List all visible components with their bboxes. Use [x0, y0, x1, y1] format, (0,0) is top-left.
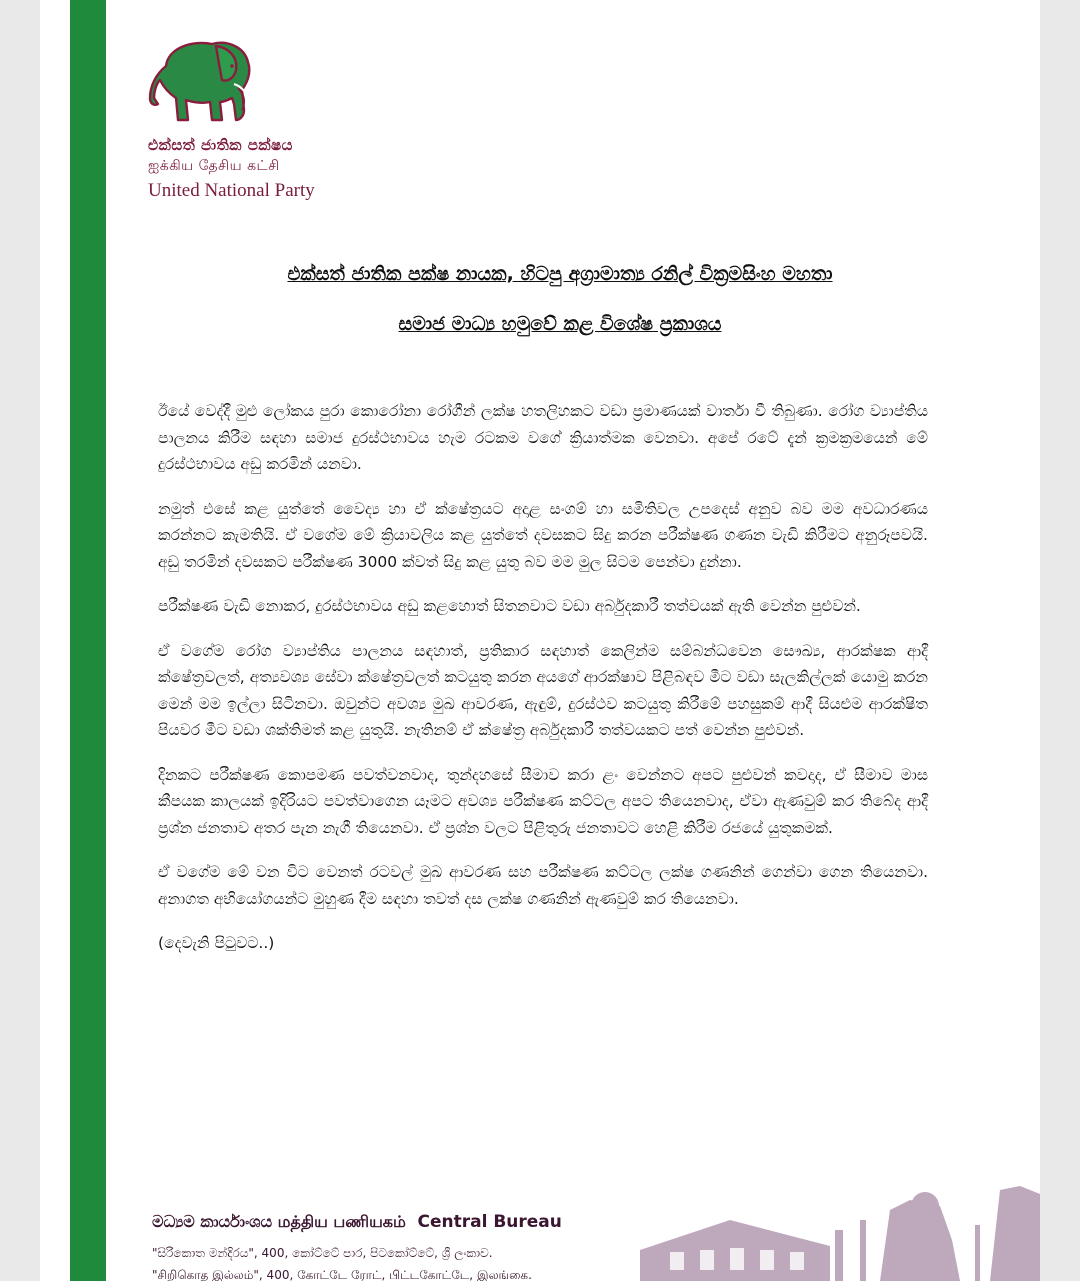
building-illustration [580, 1180, 1040, 1281]
paragraph-5: දිනකට පරීක්ෂණ කොපමණ පවත්වනවාද, තුන්දහසේ සීමාව කරා ළං වෙන්නට අපට පුළුවන් කවදාද, ඒ සීමාව මාස කීපයක කාලයක් ඉදිරියට පවත්වාගෙන යෑමට අවශ්‍ය පරීක්ෂණ කට්ටල අපට තියෙනවාද, ඒවා ඇණවුම් කර තිබේද ආදී ප්‍රශ්න ජනතාව අතර පැන නැගී තියෙනවා. ඒ ප්‍රශ්න වලට පිළිතුරු ජනතාවට හෙළි කිරීම රජයේ යුතුකමක්. [158, 765, 928, 837]
continued-note: (දෙවැනි පිටුවට..) [158, 934, 275, 952]
logo-english-name: United National Party [148, 180, 315, 201]
paragraph-2: නමුත් එසේ කළ යුත්තේ වෛද්‍ය හා ඒ ක්ෂේත්‍රයට අදාළ සංගම් හා සමිතිවල උපදෙස් අනුව බව මම අවධාරණය කරන්නට කැමතියි. ඒ වගේම මේ ක්‍රියාවලිය කළ යුත්තේ දවසකට සිදු කරන පරීක්ෂණ ගණන වැඩි කිරීමට අනුරූපවයි. අඩු තරමින් දවසකට පරීක්ෂණ 3000 ක්වත් සිදු කළ යුතු බව මම මුල සිටම පෙන්වා දුන්නා. [158, 499, 928, 571]
headline-line-2: සමාජ මාධ්‍ය හමුවේ කළ විශේෂ ප්‍රකාශය [398, 313, 722, 335]
footer-address-sinhala: "සිරිකොත මන්දිරය", 400, කෝට්ටේ පාර, පිටකෝට්ටේ, ශ්‍රී ලංකාව. [152, 1246, 493, 1260]
footer-office-title [152, 1212, 562, 1233]
party-logo [148, 36, 388, 202]
logo-sinhala-name: එක්සත් ජාතික පක්ෂය [148, 136, 293, 154]
paragraph-6: ඒ වගේම මේ වන විට වෙනත් රටවල් මුඛ ආවරණ සහ පරීක්ෂණ කට්ටල ලක්ෂ ගණනින් ගෙන්වා ගෙන තියෙනවා. අනාගත අභියෝගයන්ට මුහුණ දීම සඳහා තවත් දස ලක්ෂ ගණනින් ඇණවුම් කර තියෙනවා. [158, 863, 928, 908]
footer-sinhala: මධ්‍යම කාර්යාංශය [152, 1212, 273, 1231]
elephant-icon [148, 36, 260, 126]
letterhead-footer [40, 1180, 1040, 1281]
footer-english: Central Bureau [417, 1212, 562, 1232]
paragraph-4: ඒ වගේම රෝග ව්‍යාප්තිය පාලනය සඳහාත්, ප්‍රතිකාර සඳහාත් කෙලින්ම සම්බන්ධවෙන සෞඛ්‍ය, ආරක්ෂක ආදී ක්ෂේත්‍රවලත්, අත්‍යවශ්‍ය සේවා ක්ෂේත්‍රවලත් කටයුතු කරන අයගේ ආරක්ෂාව පිළිබඳව මීට වඩා සැලකිල්ලක් යොමු කරන මෙන් මම ඉල්ලා සිටිනවා. ඔවුන්ට අවශ්‍ය මුඛ ආවරණ, ඇඳුම්, දුරස්ථව කටයුතු කිරීමේ පහසුකම් ආදී සියළුම ආරක්ෂිත පියවර මීට වඩා ශක්තිමත් කළ යුතුයි. නැතිනම් ඒ ක්ෂේත්‍ර අර්බුදකාරී තත්වයකට පත් වෙන්න පුළුවන්. [158, 641, 928, 739]
footer-address-tamil: "சிறிகொத இல்லம்", 400, கோட்டே ரோட், பிட்டகோட்டே, இலங்கை. [152, 1268, 532, 1281]
statement-body [158, 398, 928, 975]
footer-tamil: மத்திய பணியகம் [277, 1212, 406, 1231]
paragraph-1: ඊයේ වෙද්දී මුළු ලෝකය පුරා කොරෝනා රෝගීන් ලක්ෂ හතලිහකට වඩා ප්‍රමාණයක් වාර්තා වී තිබුණා. රෝග ව්‍යාප්තිය පාලනය කිරීම සඳහා සමාජ දුරස්ථභාවය හැම රටකම වගේ ක්‍රියාත්මක වෙනවා. අපේ රටේ දැන් ක්‍රමක්‍රමයෙන් මේ දුරස්ථභාවය අඩු කරමින් යනවා. [158, 402, 928, 473]
document-page [40, 0, 1040, 1281]
green-margin-bar [70, 0, 106, 1281]
paragraph-3: පරීක්ෂණ වැඩි නොකර, දුරස්ථභාවය අඩු කළහොත් සිතනවාට වඩා අර්බුදකාරී තත්වයක් ඇති වෙන්න පුළුවන්. [158, 597, 861, 615]
logo-tamil-name: ஐக்கிய தேசிய கட்சி [148, 158, 280, 174]
headline-line-1: එක්සත් ජාතික පක්ෂ නායක, හිටපු අග්‍රාමාත්‍ය රනිල් වික්‍රමසිංහ මහතා [287, 263, 833, 285]
